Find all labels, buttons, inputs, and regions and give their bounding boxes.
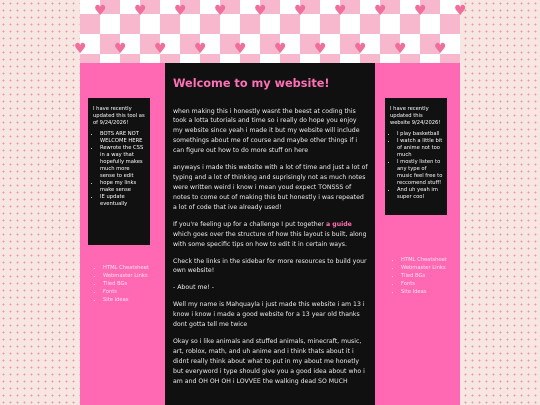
link-site-ideas[interactable]: • Site Ideas [103, 296, 173, 304]
page-title: Welcome to my website! [173, 77, 330, 90]
guide-paragraph [173, 220, 368, 250]
link-html-cheatsheet[interactable]: • HTML Cheatsheet [401, 256, 471, 264]
link-webmaster-links[interactable]: • Webmaster Links [401, 264, 471, 272]
header-banner [74, 0, 467, 63]
about-paragraph: Well my name is Mahquayla i just made this website i am 13 i know i know i made a good website for a 13 year old thanks dont gotta tell me twice [173, 301, 365, 329]
right-links-list [389, 256, 471, 296]
heart-icon: ♥ [214, 3, 227, 19]
intro-paragraph: when making this i honestly wasnt the beest at coding this took a lotta tutorials and time so i really do hope you enjoy my website since yeah i made it but my website will include somethings about me of course and maybe other things if i can figure out how to do more stuff on here [173, 107, 360, 155]
heart-icon: ♥ [434, 41, 447, 57]
heart-icon: ♥ [294, 3, 307, 19]
heart-icon: ♥ [134, 3, 147, 19]
heart-icon: ♥ [374, 3, 387, 19]
list-item: • I watch a little bit of anime not too much [397, 138, 443, 159]
list-item: • hope my links make sense [100, 180, 146, 194]
heart-icon: ♥ [74, 41, 87, 57]
heart-icon: ♥ [354, 41, 367, 57]
link-tiled-bgs[interactable]: • Tiled BGs [401, 272, 471, 280]
left-sidebar-list [93, 131, 146, 208]
link-site-ideas[interactable]: • Site Ideas [401, 288, 471, 296]
guide-text-before: If you're feeling up for a challenge I put together [173, 220, 326, 228]
list-item: • IE update eventually [100, 194, 146, 208]
right-sidebar-intro: I have recently updated this website 9/24/2026! [390, 106, 441, 127]
link-html-cheatsheet[interactable]: • HTML Cheatsheet [103, 264, 173, 272]
heart-icon: ♥ [314, 41, 327, 57]
making-of-paragraph: anyways i made this website with a lot of time and just a lot of typing and a lot of thinking and suprisingly not as much notes were written weird i know i mean youd expect TONSSS of notes to come out of making this but honestly i was repeated a lot of code that ive already used! [173, 164, 368, 211]
list-item: • I mostly listen to any type of music feel free to reccomend stuff! [397, 159, 443, 187]
left-sidebar-intro: I have recently updated this tool as of 9/24/2026! [93, 106, 145, 127]
right-sidebar-panel [385, 98, 447, 215]
heart-icon: ♥ [394, 41, 407, 57]
heart-icon: ♥ [274, 41, 287, 57]
list-item: • I play basketball [397, 131, 443, 138]
heart-icon: ♥ [254, 3, 267, 19]
heart-icon: ♥ [454, 3, 467, 19]
guide-link[interactable]: a guide [325, 220, 352, 228]
link-fonts[interactable]: • Fonts [103, 288, 173, 296]
guide-text-after: which goes over the structure of how this layout is built, along with some specific tips on how to edit it in certain ways. [173, 230, 367, 248]
interests-paragraph: Okay so i like animals and stuffed animals, minecraft, music, art, roblox, math, and uh anime and i think thats about it i didnt really think about what to put in my about me honetly but everyword i type should give you a good idea about who i am and OH OH OH i LOVVEE the walking dead SO MUCH [173, 338, 365, 385]
heart-icon: ♥ [194, 41, 207, 57]
heart-icon: ♥ [114, 41, 127, 57]
links-hint-paragraph: Check the links in the sidebar for more resources to build your own website! [173, 257, 367, 275]
heart-icon: ♥ [234, 41, 247, 57]
heart-icon: ♥ [334, 3, 347, 19]
left-links-list [91, 264, 173, 304]
heart-icon: ♥ [94, 3, 107, 19]
right-sidebar-list [390, 131, 443, 201]
link-webmaster-links[interactable]: • Webmaster Links [103, 272, 173, 280]
left-sidebar-panel [88, 98, 150, 245]
about-heading: - About me! - [173, 284, 214, 292]
list-item: • And uh yeah im super cool [397, 187, 443, 201]
main-area [80, 63, 460, 405]
heart-icon: ♥ [154, 41, 167, 57]
page-wrapper [74, 0, 467, 405]
heart-icon: ♥ [414, 3, 427, 19]
content-panel [165, 63, 375, 405]
link-fonts[interactable]: • Fonts [401, 280, 471, 288]
heart-icon: ♥ [174, 3, 187, 19]
list-item: • Rewrote the CSS in a way that hopefully makes much more sense to edit [100, 145, 146, 180]
link-tiled-bgs[interactable]: • Tiled BGs [103, 280, 173, 288]
list-item: • BOTS ARE NOT WELCOME HERE [100, 131, 146, 145]
